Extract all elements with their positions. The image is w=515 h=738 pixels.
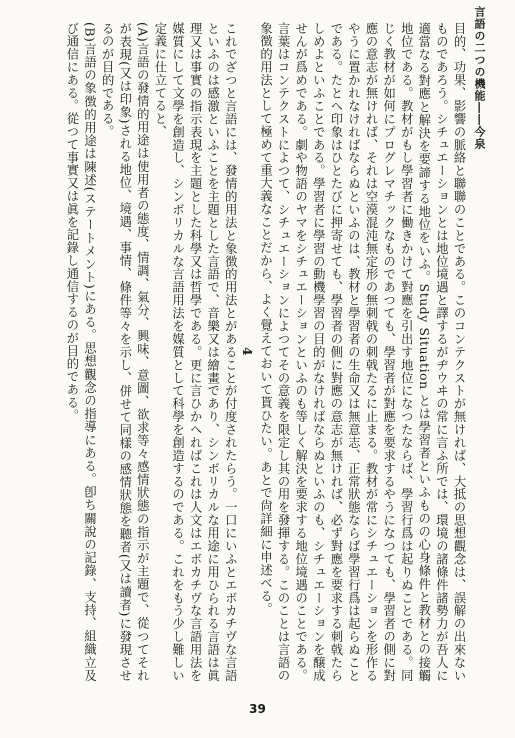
page-number: 39 <box>249 702 266 716</box>
paragraph-context-situation: 目的、功果、影響の脈絡と聯聯のことである。このコンテクストが無ければ、大抵の思想觀念は、誤解の出來ないものであろう。シチュエーションとは地位境遇と譯するがヂウヰの常に言ふ所では、環境の諸條件諸勢力が吾人に適當なる對應と解決を要諦する地位をいふ。Study Situation とは學習者といふものの心身條件と教材との接觸地位である。教材がもし學習者に働きかけて對應を引出す地位になつたならば、學習行爲は起りぬことである。同じく教材が如何にプログレマチックなものであつても、學習者が對應を要求するやうになつても、學習者の側に對應の意志が無ければ、それは空漠混沌無定形の無刺戟の刺戟たるに止まる。教材が常にシチュエーションを形作るやうに置かれなければならぬといふのは、教材と學習者の生命又は無意志、正常狀態ならば學習行爲は起らぬことである。たとへ印象はひとたびに押寄せても、學習者の側に對應の意志が無ければ、必ず對應を要求する刺戟たらしめよといふことである。學習者に學習の動機學習の目的がなければならぬといふのも、シチュエーションを醸成せんが爲めである。劇や物語のヤマをシチュエーションといふのも等しく解決を要求する地位境遇のことである。言葉はコンテクストによつて、シチュエーションによつてその意義を限定し其の用を發揮する。このことは言語の象徴的用法として極めて重大義なことだから、よく覺えておいて貰ひたい。あとで尙詳細に申述べる。 <box>258 22 466 682</box>
paragraph-two-usages: これでざつと言語には、發情的用法と象徴的用法とがあることが付度されたらう。一口にいふとエボカチヴな言語といふのは感激といふことを主題とした言語で、音樂又は繪畫であり、シンボリカルな用途に用ひられる言語は眞理又は事實の指示表現を主題とした科學又は哲學である。更に言ひかへればこれは人文はエボカチヴな言語用法を媒質にして文學を創造し、シンボリカルな言語用法を媒質として科學を創造するのである。これをもう少し難しい定義に仕立てると、 <box>152 22 238 682</box>
body-text <box>28 22 467 682</box>
section-number: 4 <box>239 347 255 357</box>
paragraph-definition-a: (A)言語の發情的用途は使用者の態度、情調、氣分、興味、意圖、欲求等々感情狀態の指示が主題で、從つてそれが表現(又は印象)される地位、境遇、事情、條件等々を示し、併せて同樣の感情狀態を聽者(又は讀者)に發現させるのが目的である。 <box>100 22 150 682</box>
running-head: 言語の二つの機能――今泉 <box>473 6 486 150</box>
paragraph-definition-b: (B)言語の象徴的用途は陳述(ステートメント)にある。思想觀念の指導にある。卽ち關說の記錄、支持、組織立及び通信にある。從つて事實又は眞を記錄し通信するのが目的である。 <box>64 22 97 682</box>
